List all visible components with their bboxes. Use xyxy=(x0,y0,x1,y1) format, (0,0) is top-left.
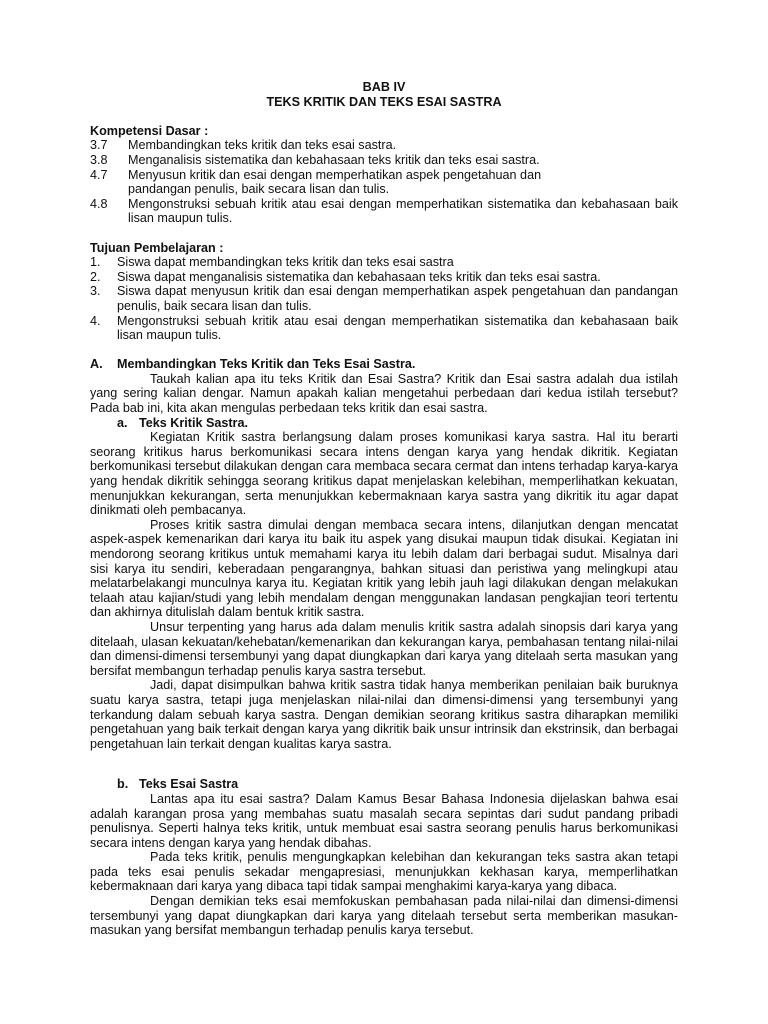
tujuan-item xyxy=(90,270,678,285)
subsection-a-number: a. xyxy=(117,415,128,430)
subsection-b-title: Teks Esai Sastra xyxy=(139,777,239,792)
section-a-title: Membandingkan Teks Kritik dan Teks Esai Sastra. xyxy=(117,357,416,372)
tujuan-number: 2. xyxy=(90,269,101,284)
tujuan-list xyxy=(90,255,678,343)
subsection-b-number: b. xyxy=(117,777,129,792)
tujuan-item xyxy=(90,284,678,313)
chapter-number: BAB IV xyxy=(362,80,406,94)
kompetensi-heading: Kompetensi Dasar : xyxy=(90,123,209,138)
kompetensi-number: 3.7 xyxy=(90,138,108,153)
section-a-intro: Taukah kalian apa itu teks Kritik dan Esai Sastra? Kritik dan Esai sastra adalah dua istilah yang sering kalian dengar. Namun apakah kalian mengetahui perbedaan dari kedua istilah tersebut? Pada bab ini, kita akan mengulas perbedaan teks kritik dan esai sastra. xyxy=(90,371,678,416)
kompetensi-item xyxy=(90,168,678,197)
section-a-heading xyxy=(90,357,678,372)
kompetensi-text: Membandingkan teks kritik dan teks esai sastra. xyxy=(128,138,397,153)
tujuan-item xyxy=(90,314,678,343)
tujuan-number: 4. xyxy=(90,313,101,328)
kritik-paragraph: Unsur terpenting yang harus ada dalam menulis kritik sastra adalah sinopsis dari karya yang ditelaah, ulasan kekuatan/kehebatan/kemenarikan dan kekurangan karya, pembahasan tentang nilai-nilai dan dimensi-dimensi tersembunyi yang dapat diungkapkan dari karya yang ditelaah serta masukan yang bersifat membangun terhadap penulis karya sastra tersebut. xyxy=(90,619,678,678)
section-a-number: A. xyxy=(90,357,103,372)
tujuan-item xyxy=(90,255,678,270)
kompetensi-number: 3.8 xyxy=(90,152,108,167)
tujuan-heading: Tujuan Pembelajaran : xyxy=(90,240,224,255)
kritik-paragraph: Proses kritik sastra dimulai dengan membaca secara intens, dilanjutkan dengan mencatat aspek-aspek kemenarikan dari karya itu baik itu aspek yang disukai maupun tidak disukai. Kegiatan ini mendorong seorang kritikus untuk memahami karya itu lebih dalam dari berbagai sudut. Misalnya dari sisi karya itu sendiri, keberadaan pengarangnya, bahkan situasi dan peristiwa yang melingkupi atau melatarbelakangi munculnya karya itu. Kegiatan kritik yang lebih jauh lagi dilakukan dengan melakukan telaah atau kajian/studi yang lebih mendalam dengan menggunakan landasan pengkajian teori tertentu dan akhirnya ditulislah dalam bentuk kritik sastra. xyxy=(90,517,678,620)
kritik-paragraph: Jadi, dapat disimpulkan bahwa kritik sastra tidak hanya memberikan penilaian baik buruknya suatu karya sastra, tetapi juga menjelaskan nilai-nilai dan dimensi-dimensi yang tersembunyi yang terkandung dalam sebuah karya sastra. Dengan demikian seorang kritikus sastra diharapkan memiliki pengetahuan yang baik terkait dengan karya yang dikritik baik unsur intrinsik dan ekstrinsik, dan berbagai pengetahuan lain terkait dengan kualitas karya sastra. xyxy=(90,678,678,751)
subsection-a-heading xyxy=(90,416,678,431)
tujuan-text: Siswa dapat membandingkan teks kritik dan teks esai sastra xyxy=(117,255,454,270)
subsection-b-heading xyxy=(90,777,678,792)
kompetensi-list xyxy=(90,138,678,226)
kompetensi-text: Mengonstruksi sebuah kritik atau esai dengan memperhatikan sistematika dan kebahasaan baik lisan maupun tulis. xyxy=(128,196,678,226)
esai-paragraph: Dengan demikian teks esai memfokuskan pembahasan pada nilai-nilai dan dimensi-dimensi tersembunyi yang dapat diungkapkan dari karya yang ditelaah tersebut serta memberikan masukan-masukan yang bersifat membangun terhadap penulis karya tersebut. xyxy=(90,894,678,938)
document-body xyxy=(90,80,678,938)
kompetensi-item xyxy=(90,138,678,153)
kompetensi-text: Menyusun kritik dan esai dengan memperhatikan aspek pengetahuan dan pandangan penulis, baik secara lisan dan tulis. xyxy=(128,167,542,197)
subsection-a-title: Teks Kritik Sastra. xyxy=(139,415,248,430)
esai-paragraph: Lantas apa itu esai sastra? Dalam Kamus Besar Bahasa Indonesia dijelaskan bahwa esai adalah karangan prosa yang membahas suatu masalah secara sepintas dari sudut pandang pribadi penulisnya. Seperti halnya teks kritik, untuk membuat esai sastra seorang penulis harus berkomunikasi secara intens dengan karya yang hendak dibahas. xyxy=(90,791,678,850)
chapter-title: TEKS KRITIK DAN TEKS ESAI SASTRA xyxy=(266,94,502,109)
esai-paragraph: Pada teks kritik, penulis mengungkapkan kelebihan dan kekurangan teks sastra akan tetapi pada teks esai penulis sekadar mengapresiasi, menunjukkan kekhasan karya, memperlihatkan kebermaknaan dari karya yang dibaca tapi tidak sampai menghakimi karya-karya yang dibaca. xyxy=(90,850,678,894)
tujuan-number: 1. xyxy=(90,255,101,270)
tujuan-text: Siswa dapat menganalisis sistematika dan kebahasaan teks kritik dan teks esai sastra. xyxy=(117,269,601,284)
kompetensi-item xyxy=(90,197,678,226)
tujuan-text: Mengonstruksi sebuah kritik atau esai dengan memperhatikan sistematika dan kebahasaan baik lisan maupun tulis. xyxy=(117,313,678,343)
kompetensi-number: 4.8 xyxy=(90,196,108,211)
kompetensi-item xyxy=(90,153,678,168)
tujuan-text: Siswa dapat menyusun kritik dan esai dengan memperhatikan aspek pengetahuan dan pandangan penulis, baik secara lisan dan tulis. xyxy=(117,284,678,313)
kompetensi-number: 4.7 xyxy=(90,167,108,182)
kritik-paragraph: Kegiatan Kritik sastra berlangsung dalam proses komunikasi karya sastra. Hal itu berarti seorang kritikus harus berkomunikasi secara intens dengan karya yang hendak dikritik. Kegiatan berkomunikasi tersebut dilakukan dengan cara membaca secara cermat dan intens terhadap karya-karya yang hendak dikritik sehingga seorang kritikus dapat menjelaskan kelebihan, memperlihatkan kekuatan, menunjukkan kekurangan, serta menunjukkan kebermaknaan karya sastra yang dikritik itu agar dapat dinikmati oleh pembacanya. xyxy=(90,430,678,518)
kompetensi-text: Menganalisis sistematika dan kebahasaan teks kritik dan teks esai sastra. xyxy=(128,152,540,167)
tujuan-number: 3. xyxy=(90,284,101,299)
